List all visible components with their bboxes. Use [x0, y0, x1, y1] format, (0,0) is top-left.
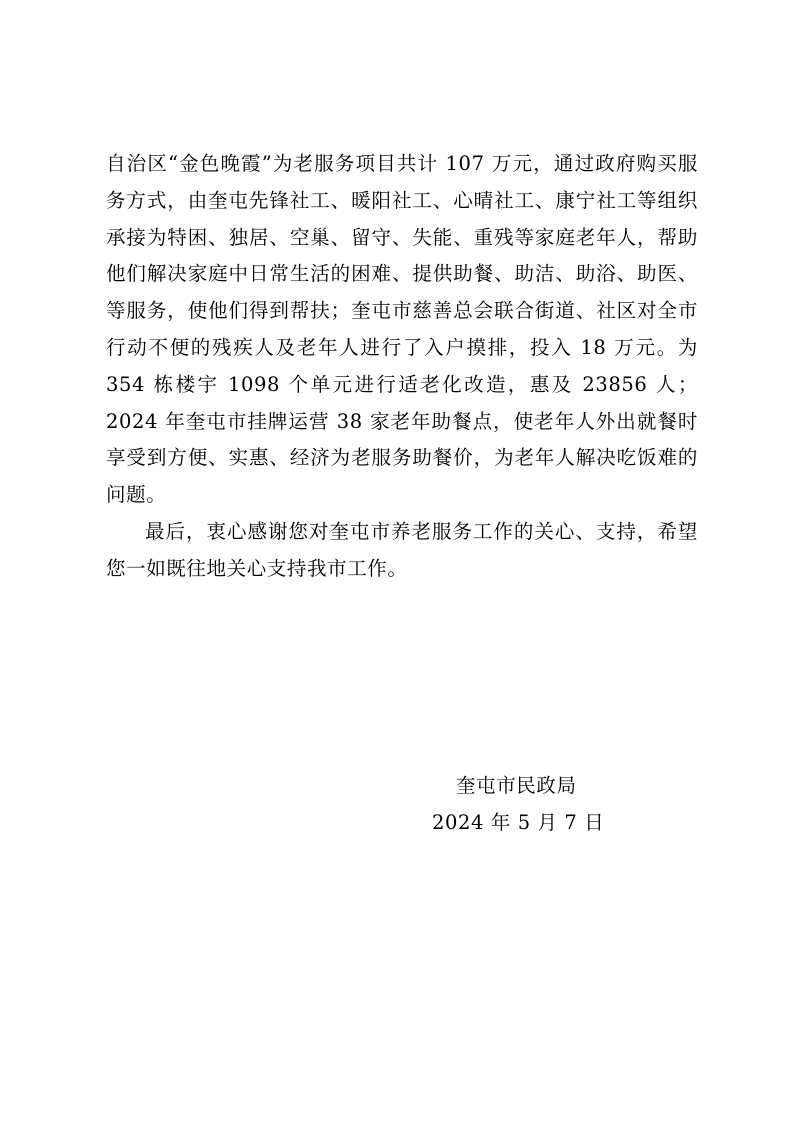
signature-organization: 奎屯市民政局 — [456, 774, 577, 797]
signature-block — [420, 768, 620, 842]
body-paragraph-services: 自治区“金色晚霞”为老服务项目共计 107 万元，通过政府购买服务方式，由奎屯先锋社工、暖阳社工、心晴社工、康宁社工等组织承接为特困、独居、空巢、留守、失能、重残等家庭老年人，帮助他们解决家庭中日常生活的困难、提供助餐、助洁、助浴、助医、等服务，使他们得到帮扶；奎屯市慈善总会联合街道、社区对全市行动不便的残疾人及老年人进行了入户摸排，投入 18 万元。为 354 栋楼宇 1098 个单元进行适老化改造，惠及 23856 人；2024 年奎屯市挂牌运营 38 家老年助餐点，使老年人外出就餐时享受到方便、实惠、经济为老服务助餐价，为老年人解决吃饭难的问题。 — [106, 152, 698, 507]
body-paragraph-closing: 最后，衷心感谢您对奎屯市养老服务工作的关心、支持，希望您一如既往地关心支持我市工作。 — [106, 519, 698, 580]
letter-body — [106, 146, 698, 588]
signature-date: 2024 年 5 月 7 日 — [432, 810, 605, 834]
